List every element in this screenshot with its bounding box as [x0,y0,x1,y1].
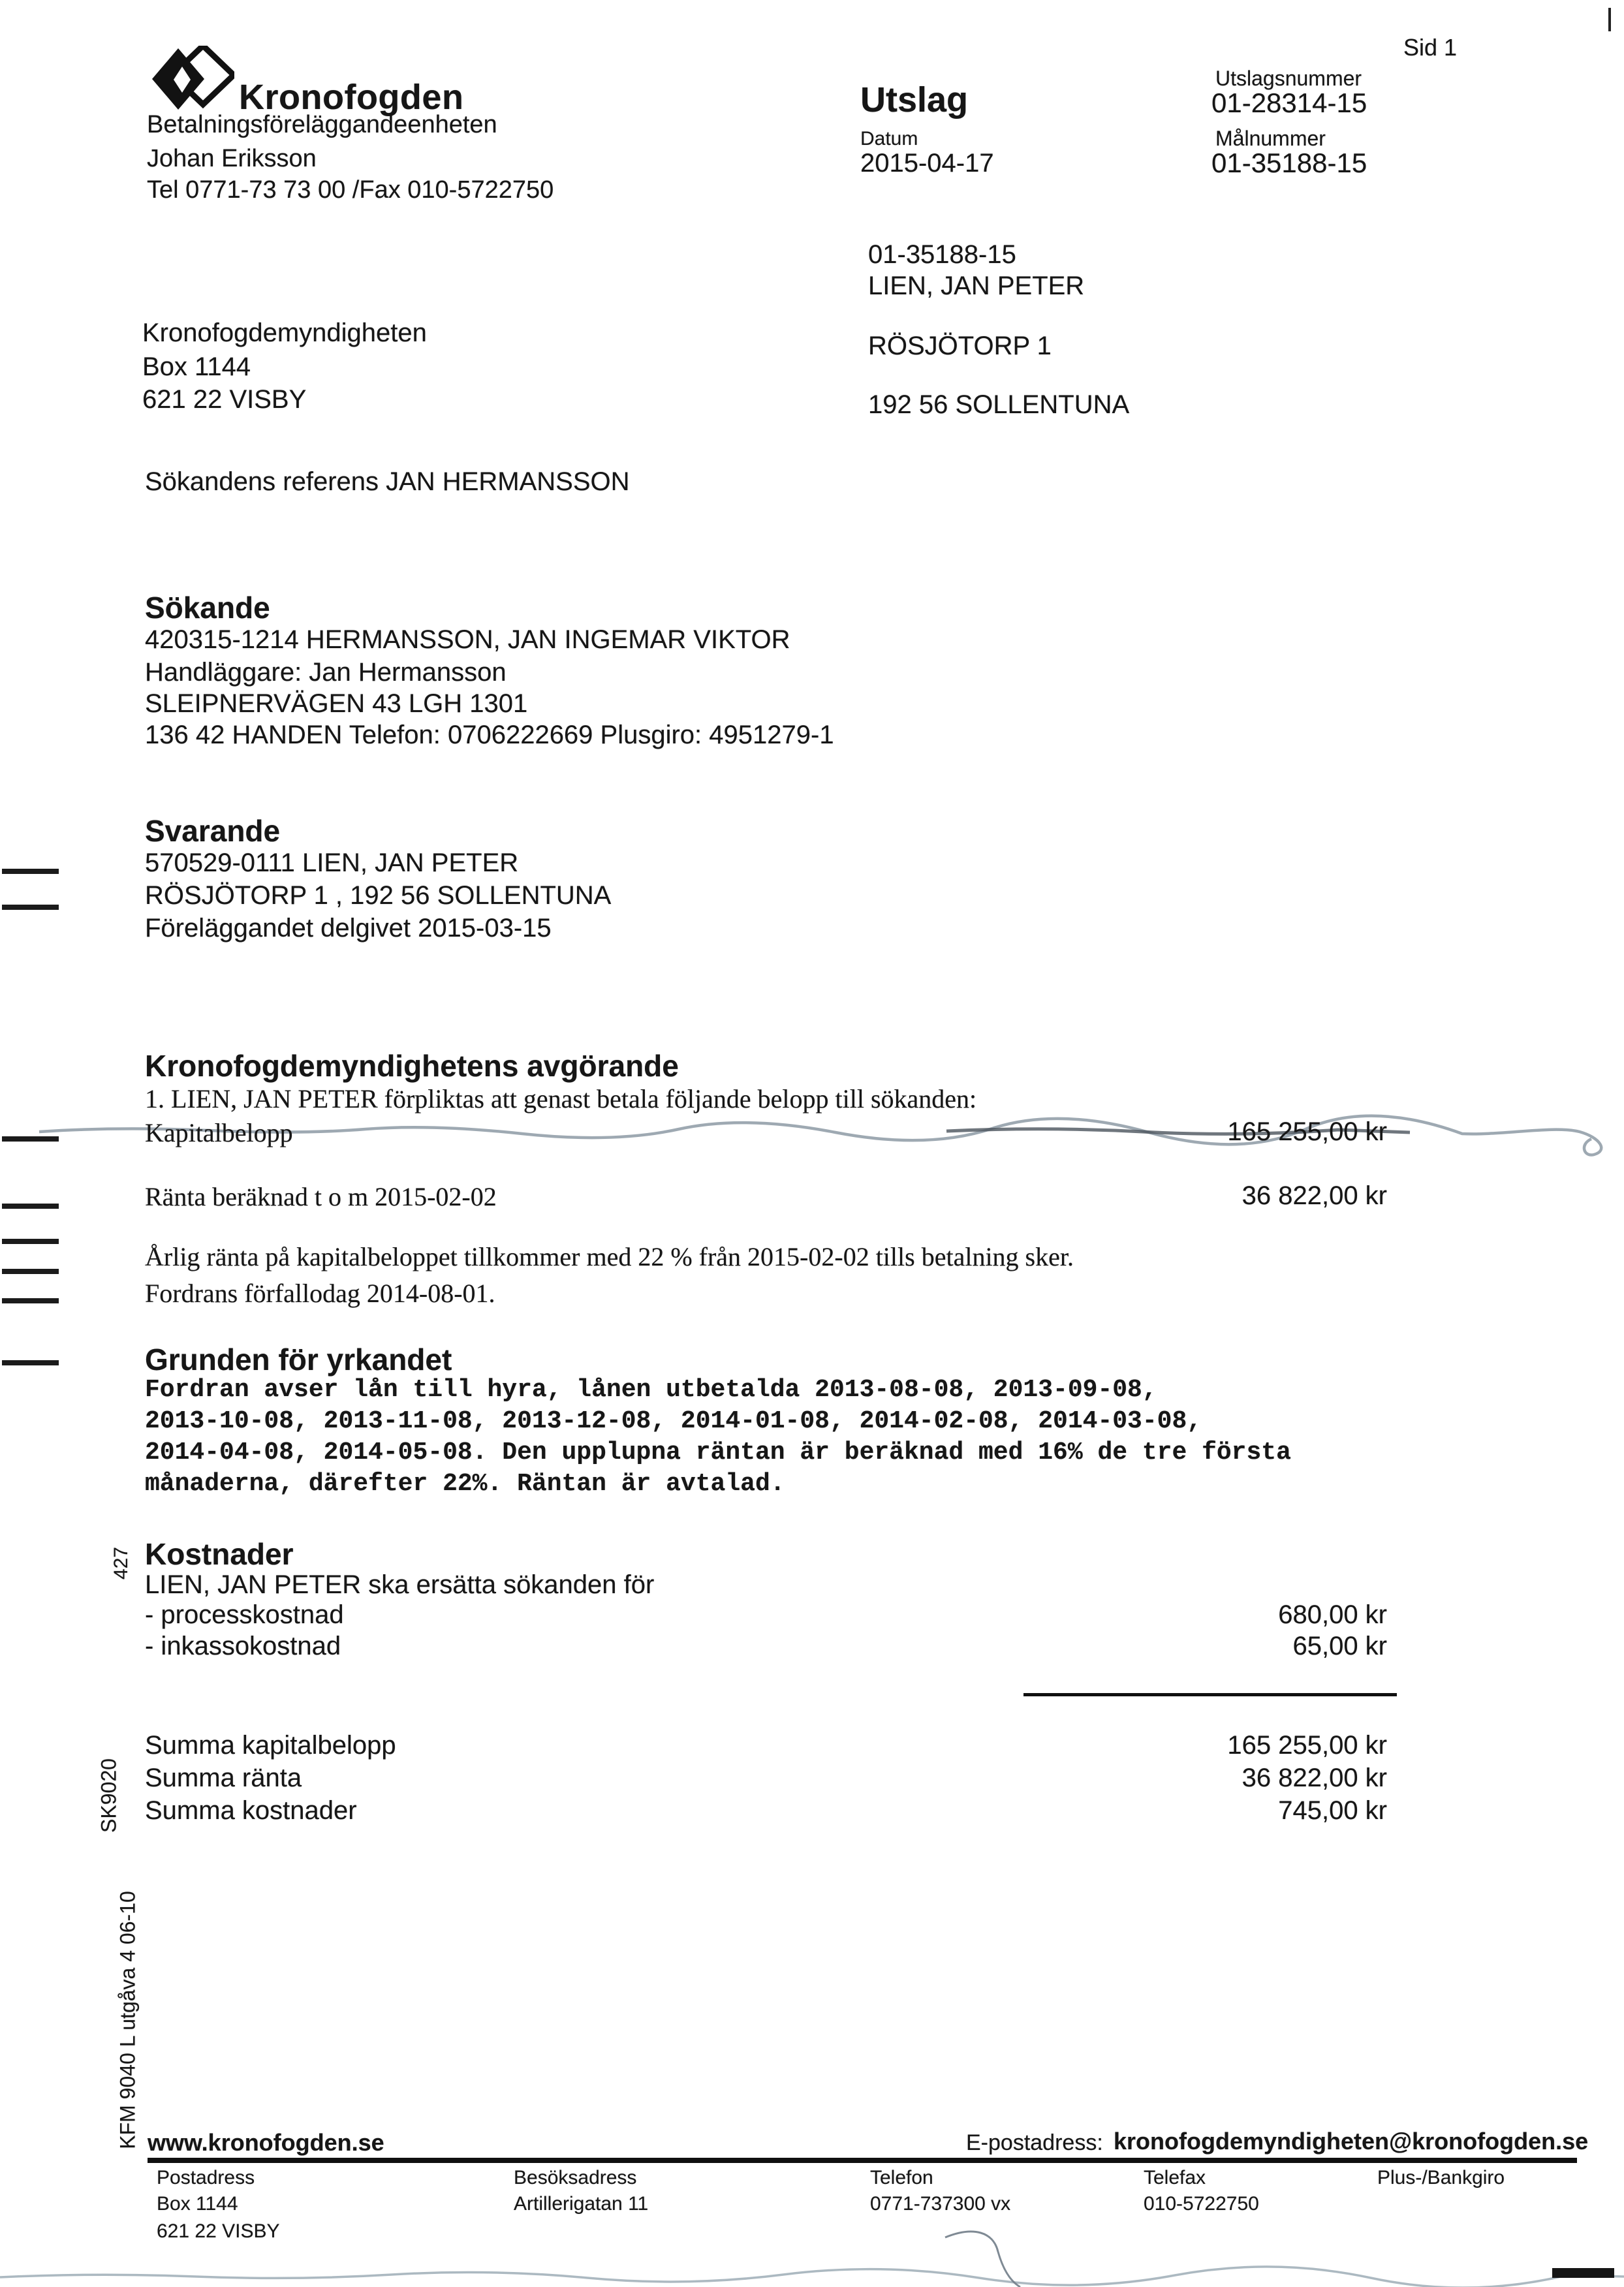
kostnader-row-label: - processkostnad [145,1600,344,1629]
sokande-line: 136 42 HANDEN Telefon: 0706222669 Plusgiro: 4951279-1 [145,721,834,749]
sender-contact: Johan Eriksson [147,145,317,172]
grunden-line: 2013-10-08, 2013-11-08, 2013-12-08, 2014-01-08, 2014-02-08, 2014-03-08, [145,1407,1202,1435]
margin-dash [2,1136,59,1142]
footer-col-value: 010-5722750 [1144,2193,1259,2215]
footer-col-label: Plus-/Bankgiro [1377,2167,1505,2188]
margin-dash [2,1239,59,1244]
margin-dash [2,1360,59,1365]
kostnader-row-amount: 680,00 kr [1278,1600,1387,1629]
summa-row-label: Summa kostnader [145,1796,357,1825]
authority-city: 621 22 VISBY [142,385,307,414]
kostnader-row-amount: 65,00 kr [1292,1632,1387,1660]
margin-code-sk9020: SK9020 [97,1758,121,1833]
recipient-postal-city: 192 56 SOLLENTUNA [868,390,1130,419]
summa-row-amount: 165 255,00 kr [1227,1731,1387,1760]
malnummer-label: Målnummer [1215,127,1326,150]
avgorande-heading: Kronofogdemyndighetens avgörande [145,1049,679,1083]
scan-squiggle-bottom [0,2267,1624,2287]
kostnader-intro: LIEN, JAN PETER ska ersätta sökanden för [145,1570,655,1599]
reference-line: Sökandens referens JAN HERMANSSON [145,467,630,496]
footer-col-value: 0771-737300 vx [870,2193,1011,2215]
footer-col-value: Box 1144 [157,2193,238,2215]
kostnader-row-label: - inkassokostnad [145,1632,341,1660]
margin-dash [2,905,59,910]
date-value: 2015-04-17 [860,149,994,178]
margin-dash [2,869,59,874]
kostnader-heading: Kostnader [145,1537,294,1571]
footer-website: www.kronofogden.se [148,2129,384,2156]
summa-row-amount: 36 822,00 kr [1241,1764,1387,1792]
sokande-line: Handläggare: Jan Hermansson [145,658,507,687]
footer-col-label: Besöksadress [514,2167,637,2188]
footer-col-value: 621 22 VISBY [157,2220,280,2242]
footer-col-label: Postadress [157,2167,255,2188]
avgorande-row-amount: 165 255,00 kr [1227,1117,1387,1146]
margin-code-kfm: KFM 9040 L utgåva 4 06-10 [116,1891,140,2149]
sum-divider-line [1023,1693,1397,1696]
grunden-line: månaderna, därefter 22%. Räntan är avtalad. [145,1470,785,1498]
footer-col-label: Telefax [1144,2167,1206,2188]
avgorande-note: Fordrans förfallodag 2014-08-01. [145,1279,495,1308]
scan-bar-bottom-right [1552,2268,1614,2278]
doc-title: Utslag [860,80,969,119]
summa-row-label: Summa ränta [145,1764,302,1792]
footer-col-label: Telefon [870,2167,933,2188]
kronofogden-logo-icon [152,46,234,115]
avgorande-row-label: Ränta beräknad t o m 2015-02-02 [145,1182,497,1211]
authority-box: Box 1144 [142,352,251,381]
sender-unit: Betalningsföreläggandeenheten [147,111,497,138]
svarande-line: RÖSJÖTORP 1 , 192 56 SOLLENTUNA [145,881,612,910]
date-label: Datum [860,128,918,149]
grunden-line: Fordran avser lån till hyra, lånen utbetalda 2013-08-08, 2013-09-08, [145,1376,1157,1404]
margin-dash [2,1269,59,1274]
authority-name: Kronofogdemyndigheten [142,319,427,347]
svarande-line: 570529-0111 LIEN, JAN PETER [145,848,519,877]
recipient-street: RÖSJÖTORP 1 [868,332,1052,360]
avgorande-intro: 1. LIEN, JAN PETER förpliktas att genast betala följande belopp till sökanden: [145,1084,977,1113]
utslagsnummer-value: 01-28314-15 [1211,87,1367,118]
margin-code-427: 427 [110,1546,132,1580]
avgorande-row-amount: 36 822,00 kr [1241,1181,1387,1210]
sokande-heading: Sökande [145,591,270,625]
scan-pen-curve [945,2232,1020,2287]
avgorande-note: Årlig ränta på kapitalbeloppet tillkommer med 22 % från 2015-02-02 tills betalning sker. [145,1242,1074,1271]
recipient-name: LIEN, JAN PETER [868,272,1085,300]
margin-dash [2,1204,59,1209]
svarande-heading: Svarande [145,814,281,848]
grunden-heading: Grunden för yrkandet [145,1343,452,1377]
svarande-line: Föreläggandet delgivet 2015-03-15 [145,914,552,942]
sokande-line: 420315-1214 HERMANSSON, JAN INGEMAR VIKTOR [145,625,790,654]
avgorande-row-label: Kapitalbelopp [145,1118,293,1147]
sokande-line: SLEIPNERVÄGEN 43 LGH 1301 [145,689,528,718]
malnummer-value: 01-35188-15 [1211,148,1367,178]
summa-row-label: Summa kapitalbelopp [145,1731,396,1760]
utslagsnummer-label: Utslagsnummer [1215,67,1362,90]
page-number: Sid 1 [1403,34,1458,61]
sender-phone-fax: Tel 0771-73 73 00 /Fax 010-5722750 [147,176,554,204]
grunden-line: 2014-04-08, 2014-05-08. Den upplupna räntan är beräknad med 16% de tre första [145,1439,1291,1467]
footer-col-value: Artillerigatan 11 [514,2193,649,2215]
footer-rule [148,2158,1577,2163]
scan-tick-top-right [1608,8,1611,31]
footer-email: kronofogdemyndigheten@kronofogden.se [1114,2128,1589,2155]
margin-dash [2,1298,59,1303]
brand-title: Kronofogden [239,78,464,117]
footer-email-label: E-postadress: [966,2130,1103,2155]
recipient-case-number: 01-35188-15 [868,240,1016,269]
summa-row-amount: 745,00 kr [1278,1796,1387,1825]
